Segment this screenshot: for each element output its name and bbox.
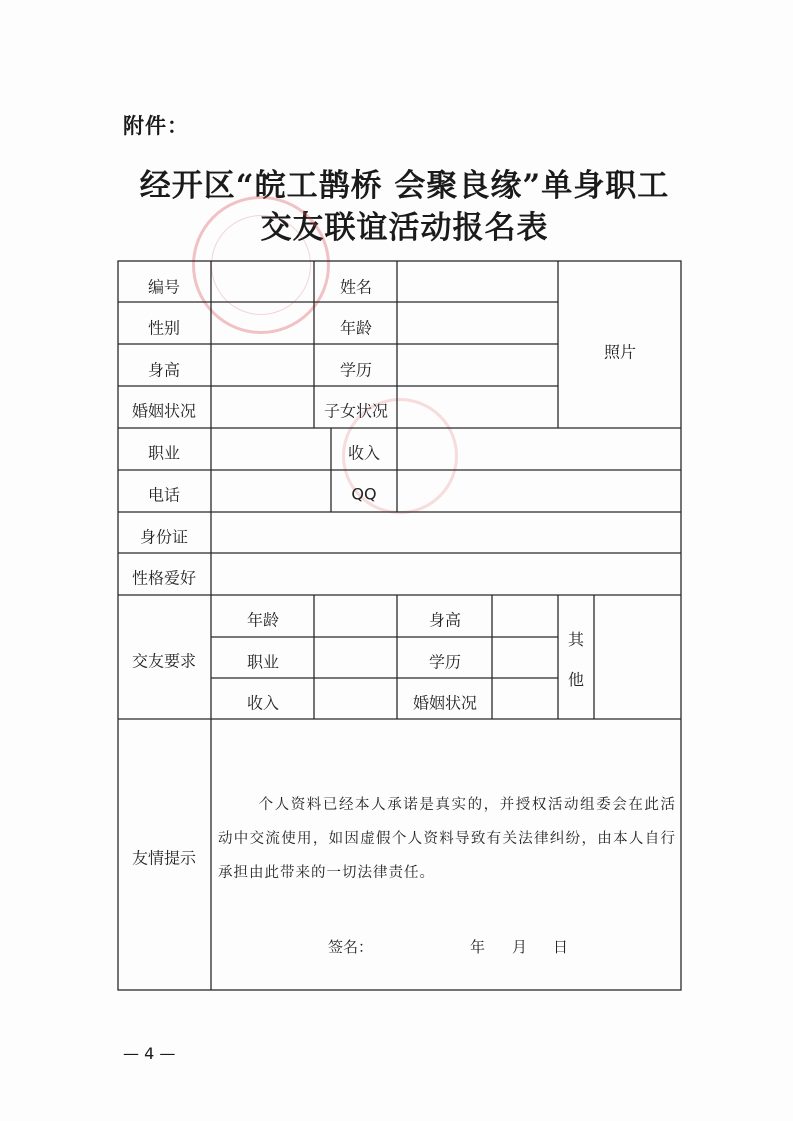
children-status-label: 子女状况 (323, 401, 389, 421)
day-label: 日 (553, 938, 569, 956)
dating-requirements-label: 交友要求 (131, 651, 197, 671)
id-card-label: 身份证 (139, 527, 189, 547)
number-label: 编号 (147, 277, 181, 297)
occupation-label: 职业 (147, 443, 181, 463)
height-label: 身高 (147, 360, 181, 380)
photo-label: 照片 (603, 342, 637, 362)
gender-label: 性别 (147, 318, 181, 338)
signature-label: 签名： (328, 938, 374, 956)
month-label: 月 (512, 938, 528, 956)
marital-status-label: 婚姻状况 (131, 401, 197, 421)
age-label: 年龄 (339, 318, 373, 338)
req-income-label: 收入 (246, 693, 280, 713)
education-label: 学历 (339, 360, 373, 380)
req-marital-status-label: 婚姻状况 (412, 693, 478, 713)
qq-label: QQ (351, 484, 377, 504)
personality-hobbies-label: 性格爱好 (131, 568, 197, 588)
phone-label: 电话 (147, 485, 181, 505)
req-occupation-label: 职业 (246, 652, 280, 672)
reminder-text: 个人资料已经本人承诺是真实的，并授权活动组委会在此活动中交流使用，如因虚假个人资料导致有关法律纠纷，由本人自行承担由此带来的一切法律责任。 (218, 797, 676, 881)
attachment-label: 附件： (123, 114, 189, 138)
other-label: 其他 (567, 630, 584, 689)
req-age-label: 年龄 (246, 610, 280, 630)
req-height-label: 身高 (428, 610, 462, 630)
form-title-line-2: 交友联谊活动报名表 (260, 210, 549, 246)
reminder-notice-text (218, 788, 676, 890)
req-education-label: 学历 (428, 652, 462, 672)
reminder-label: 友情提示 (131, 848, 197, 868)
form-title-line-1: 经开区“皖工鹊桥 会聚良缘”单身职工 (139, 168, 670, 204)
year-label: 年 (470, 938, 486, 956)
income-label: 收入 (347, 443, 381, 463)
name-label: 姓名 (339, 277, 373, 297)
page-number: — 4 — (123, 1044, 176, 1063)
